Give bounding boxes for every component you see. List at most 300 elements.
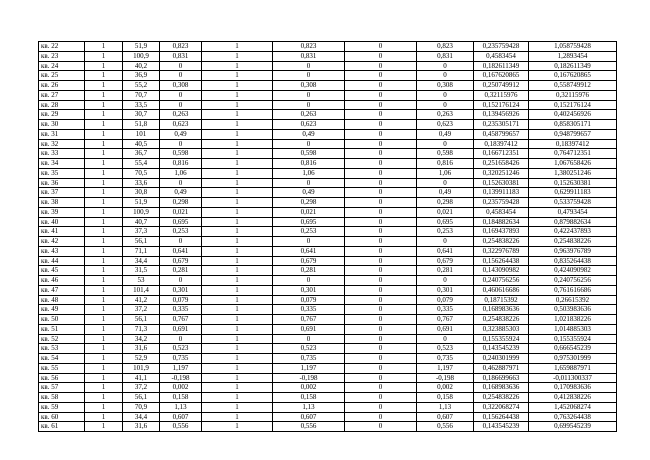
value-a-cell: 0 [160, 139, 202, 149]
area-cell: 31,5 [123, 266, 160, 276]
table-row [39, 393, 617, 403]
count-cell: 1 [85, 168, 123, 178]
value-a-cell: 0 [160, 100, 202, 110]
area-cell: 70,9 [123, 402, 160, 412]
table-row [39, 110, 617, 120]
value-c-cell: 0,253 [417, 227, 474, 237]
count-cell: 1 [85, 61, 123, 71]
zero-cell: 0 [345, 393, 417, 403]
count-cell: 1 [85, 100, 123, 110]
apartment-cell: кв. 27 [39, 90, 85, 100]
value-b-cell: 0 [273, 139, 345, 149]
apartment-cell: кв. 30 [39, 120, 85, 130]
value-a-cell: 0,298 [160, 198, 202, 208]
apartment-cell: кв. 46 [39, 276, 85, 286]
value-c-cell: 0,523 [417, 344, 474, 354]
value-b-cell: 0,556 [273, 422, 345, 432]
coef-cell: 1 [202, 363, 273, 373]
total-cell: 0,835264438 [529, 256, 617, 266]
value-b-cell: -0,198 [273, 373, 345, 383]
value-a-cell: 0,49 [160, 129, 202, 139]
zero-cell: 0 [345, 198, 417, 208]
value-c-cell: 0,695 [417, 217, 474, 227]
value-c-cell: 1,13 [417, 402, 474, 412]
share-cell: 0,4583454 [474, 207, 529, 217]
table-row [39, 51, 617, 61]
total-cell: 0,533759428 [529, 198, 617, 208]
count-cell: 1 [85, 285, 123, 295]
total-cell: 1,067658426 [529, 159, 617, 169]
value-c-cell: 0,079 [417, 295, 474, 305]
count-cell: 1 [85, 305, 123, 315]
zero-cell: 0 [345, 159, 417, 169]
total-cell: -0,011300337 [529, 373, 617, 383]
zero-cell: 0 [345, 139, 417, 149]
apartment-cell: кв. 26 [39, 81, 85, 91]
area-cell: 101 [123, 129, 160, 139]
total-cell: 0,666545239 [529, 344, 617, 354]
total-cell: 0,240756256 [529, 276, 617, 286]
share-cell: 0,4583454 [474, 51, 529, 61]
zero-cell: 0 [345, 412, 417, 422]
total-cell: 0,152630381 [529, 178, 617, 188]
zero-cell: 0 [345, 246, 417, 256]
coef-cell: 1 [202, 276, 273, 286]
total-cell: 0,422437893 [529, 227, 617, 237]
value-a-cell: 0,831 [160, 51, 202, 61]
value-c-cell: 0,335 [417, 305, 474, 315]
total-cell: 0,424090982 [529, 266, 617, 276]
total-cell: 0,963976789 [529, 246, 617, 256]
zero-cell: 0 [345, 363, 417, 373]
table-row [39, 188, 617, 198]
area-cell: 37,3 [123, 227, 160, 237]
value-a-cell: 0,079 [160, 295, 202, 305]
share-cell: 0,251658426 [474, 159, 529, 169]
total-cell: 0,4793454 [529, 207, 617, 217]
table-row [39, 81, 617, 91]
value-b-cell: 0,607 [273, 412, 345, 422]
total-cell: 1,014885303 [529, 324, 617, 334]
area-cell: 101,4 [123, 285, 160, 295]
value-a-cell: 0,598 [160, 149, 202, 159]
coef-cell: 1 [202, 315, 273, 325]
value-a-cell: 0 [160, 276, 202, 286]
table-row [39, 178, 617, 188]
value-c-cell: 0,002 [417, 383, 474, 393]
value-a-cell: 0,641 [160, 246, 202, 256]
value-c-cell: 0,598 [417, 149, 474, 159]
value-b-cell: 0,158 [273, 393, 345, 403]
area-cell: 70,5 [123, 168, 160, 178]
share-cell: 0,254838226 [474, 393, 529, 403]
count-cell: 1 [85, 256, 123, 266]
share-cell: 0,320251246 [474, 168, 529, 178]
apartment-cell: кв. 58 [39, 393, 85, 403]
table-row [39, 227, 617, 237]
total-cell: 0,155355924 [529, 334, 617, 344]
share-cell: 0,322068274 [474, 402, 529, 412]
value-c-cell: 0 [417, 100, 474, 110]
coef-cell: 1 [202, 178, 273, 188]
area-cell: 100,9 [123, 207, 160, 217]
value-b-cell: 0,49 [273, 129, 345, 139]
value-c-cell: 0 [417, 61, 474, 71]
count-cell: 1 [85, 246, 123, 256]
zero-cell: 0 [345, 110, 417, 120]
value-c-cell: 0,298 [417, 198, 474, 208]
count-cell: 1 [85, 110, 123, 120]
value-c-cell: 0,823 [417, 42, 474, 52]
coef-cell: 1 [202, 227, 273, 237]
area-cell: 71,1 [123, 246, 160, 256]
area-cell: 36,7 [123, 149, 160, 159]
table-row [39, 363, 617, 373]
value-a-cell: 0 [160, 334, 202, 344]
table-row [39, 246, 617, 256]
table-body [39, 42, 617, 432]
table-row [39, 315, 617, 325]
area-cell: 34,4 [123, 256, 160, 266]
coef-cell: 1 [202, 402, 273, 412]
value-c-cell: 0,767 [417, 315, 474, 325]
total-cell: 0,558749912 [529, 81, 617, 91]
value-b-cell: 0,301 [273, 285, 345, 295]
area-cell: 31,6 [123, 422, 160, 432]
count-cell: 1 [85, 159, 123, 169]
area-cell: 30,7 [123, 110, 160, 120]
total-cell: 1,452068274 [529, 402, 617, 412]
value-a-cell: 0,623 [160, 120, 202, 130]
value-c-cell: 0 [417, 237, 474, 247]
table-row [39, 217, 617, 227]
total-cell: 1,058759428 [529, 42, 617, 52]
area-cell: 36,9 [123, 71, 160, 81]
value-c-cell: 0 [417, 90, 474, 100]
zero-cell: 0 [345, 120, 417, 130]
apartment-cell: кв. 41 [39, 227, 85, 237]
value-c-cell: 0,158 [417, 393, 474, 403]
share-cell: 0,254838226 [474, 237, 529, 247]
table-row [39, 207, 617, 217]
value-b-cell: 0 [273, 90, 345, 100]
coef-cell: 1 [202, 237, 273, 247]
share-cell: 0,168983636 [474, 383, 529, 393]
area-cell: 34,2 [123, 334, 160, 344]
value-a-cell: 0,301 [160, 285, 202, 295]
table-row [39, 266, 617, 276]
share-cell: 0,169437893 [474, 227, 529, 237]
coef-cell: 1 [202, 324, 273, 334]
table-row [39, 120, 617, 130]
share-cell: 0,168983636 [474, 305, 529, 315]
table-row [39, 285, 617, 295]
apartment-cell: кв. 44 [39, 256, 85, 266]
count-cell: 1 [85, 207, 123, 217]
value-c-cell: 0,49 [417, 129, 474, 139]
total-cell: 0,858305171 [529, 120, 617, 130]
value-b-cell: 0 [273, 237, 345, 247]
table-row [39, 412, 617, 422]
area-cell: 31,6 [123, 344, 160, 354]
count-cell: 1 [85, 71, 123, 81]
share-cell: 0,18397412 [474, 139, 529, 149]
count-cell: 1 [85, 363, 123, 373]
coef-cell: 1 [202, 412, 273, 422]
coef-cell: 1 [202, 383, 273, 393]
count-cell: 1 [85, 276, 123, 286]
area-cell: 56,1 [123, 393, 160, 403]
value-a-cell: 0 [160, 90, 202, 100]
coef-cell: 1 [202, 373, 273, 383]
value-b-cell: 1,13 [273, 402, 345, 412]
share-cell: 0,143545239 [474, 422, 529, 432]
coef-cell: 1 [202, 344, 273, 354]
coef-cell: 1 [202, 305, 273, 315]
count-cell: 1 [85, 295, 123, 305]
value-b-cell: 0,679 [273, 256, 345, 266]
share-cell: 0,240756256 [474, 276, 529, 286]
zero-cell: 0 [345, 207, 417, 217]
count-cell: 1 [85, 412, 123, 422]
zero-cell: 0 [345, 266, 417, 276]
coef-cell: 1 [202, 217, 273, 227]
coef-cell: 1 [202, 71, 273, 81]
table-row [39, 402, 617, 412]
share-cell: 0,250749912 [474, 81, 529, 91]
zero-cell: 0 [345, 71, 417, 81]
table-row [39, 237, 617, 247]
coef-cell: 1 [202, 149, 273, 159]
table-row [39, 71, 617, 81]
share-cell: 0,139456926 [474, 110, 529, 120]
count-cell: 1 [85, 129, 123, 139]
total-cell: 0,167620865 [529, 71, 617, 81]
apartment-cell: кв. 49 [39, 305, 85, 315]
zero-cell: 0 [345, 383, 417, 393]
table-row [39, 168, 617, 178]
total-cell: 0,170983636 [529, 383, 617, 393]
coef-cell: 1 [202, 90, 273, 100]
share-cell: 0,460616686 [474, 285, 529, 295]
share-cell: 0,235759428 [474, 198, 529, 208]
share-cell: 0,458799657 [474, 129, 529, 139]
zero-cell: 0 [345, 285, 417, 295]
coef-cell: 1 [202, 61, 273, 71]
coef-cell: 1 [202, 100, 273, 110]
value-a-cell: 0,335 [160, 305, 202, 315]
value-c-cell: 0,816 [417, 159, 474, 169]
apartment-cell: кв. 61 [39, 422, 85, 432]
count-cell: 1 [85, 354, 123, 364]
value-b-cell: 0,523 [273, 344, 345, 354]
area-cell: 70,7 [123, 90, 160, 100]
area-cell: 51,9 [123, 42, 160, 52]
value-a-cell: 0,823 [160, 42, 202, 52]
coef-cell: 1 [202, 266, 273, 276]
share-cell: 0,323885303 [474, 324, 529, 334]
total-cell: 0,503983636 [529, 305, 617, 315]
coef-cell: 1 [202, 168, 273, 178]
zero-cell: 0 [345, 129, 417, 139]
total-cell: 0,152176124 [529, 100, 617, 110]
zero-cell: 0 [345, 344, 417, 354]
value-c-cell: 1,06 [417, 168, 474, 178]
area-cell: 51,9 [123, 198, 160, 208]
total-cell: 1,021838226 [529, 315, 617, 325]
apartment-cell: кв. 24 [39, 61, 85, 71]
coef-cell: 1 [202, 51, 273, 61]
total-cell: 0,879882634 [529, 217, 617, 227]
apartment-cell: кв. 28 [39, 100, 85, 110]
share-cell: 0,143545239 [474, 344, 529, 354]
value-b-cell: 0,598 [273, 149, 345, 159]
value-c-cell: 0,281 [417, 266, 474, 276]
table-row [39, 276, 617, 286]
total-cell: 0,254838226 [529, 237, 617, 247]
coef-cell: 1 [202, 110, 273, 120]
count-cell: 1 [85, 393, 123, 403]
apartment-cell: кв. 54 [39, 354, 85, 364]
value-a-cell: 0,679 [160, 256, 202, 266]
coef-cell: 1 [202, 246, 273, 256]
area-cell: 56,1 [123, 237, 160, 247]
apartment-cell: кв. 34 [39, 159, 85, 169]
area-cell: 55,2 [123, 81, 160, 91]
count-cell: 1 [85, 149, 123, 159]
value-a-cell: 0,607 [160, 412, 202, 422]
table-row [39, 334, 617, 344]
value-c-cell: 0,691 [417, 324, 474, 334]
area-cell: 71,3 [123, 324, 160, 334]
area-cell: 41,1 [123, 373, 160, 383]
value-b-cell: 0,641 [273, 246, 345, 256]
zero-cell: 0 [345, 51, 417, 61]
total-cell: 0,412838226 [529, 393, 617, 403]
total-cell: 0,32115976 [529, 90, 617, 100]
apartment-cell: кв. 52 [39, 334, 85, 344]
total-cell: 0,764712351 [529, 149, 617, 159]
coef-cell: 1 [202, 42, 273, 52]
share-cell: 0,182611349 [474, 61, 529, 71]
value-a-cell: 0,691 [160, 324, 202, 334]
total-cell: 0,761616686 [529, 285, 617, 295]
count-cell: 1 [85, 344, 123, 354]
value-a-cell: 0,767 [160, 315, 202, 325]
value-b-cell: 0,308 [273, 81, 345, 91]
total-cell: 0,948799657 [529, 129, 617, 139]
value-c-cell: 0,49 [417, 188, 474, 198]
table-row [39, 256, 617, 266]
zero-cell: 0 [345, 402, 417, 412]
share-cell: 0,235759428 [474, 42, 529, 52]
total-cell: 0,402456926 [529, 110, 617, 120]
total-cell: 1,380251246 [529, 168, 617, 178]
value-a-cell: 0,263 [160, 110, 202, 120]
share-cell: 0,240301999 [474, 354, 529, 364]
share-cell: 0,186699663 [474, 373, 529, 383]
value-c-cell: 0,641 [417, 246, 474, 256]
value-b-cell: 0 [273, 276, 345, 286]
value-b-cell: 0 [273, 334, 345, 344]
share-cell: 0,166712351 [474, 149, 529, 159]
value-b-cell: 0,253 [273, 227, 345, 237]
count-cell: 1 [85, 383, 123, 393]
share-cell: 0,143090982 [474, 266, 529, 276]
area-cell: 34,4 [123, 412, 160, 422]
value-b-cell: 0,831 [273, 51, 345, 61]
zero-cell: 0 [345, 354, 417, 364]
apartment-cell: кв. 51 [39, 324, 85, 334]
value-b-cell: 0,021 [273, 207, 345, 217]
table-row [39, 324, 617, 334]
table-row [39, 42, 617, 52]
count-cell: 1 [85, 266, 123, 276]
value-c-cell: 0,301 [417, 285, 474, 295]
value-a-cell: 0,556 [160, 422, 202, 432]
area-cell: 101,9 [123, 363, 160, 373]
value-b-cell: 0,735 [273, 354, 345, 364]
value-a-cell: 0,158 [160, 393, 202, 403]
apartment-data-table [38, 41, 617, 432]
value-b-cell: 0,623 [273, 120, 345, 130]
apartment-cell: кв. 36 [39, 178, 85, 188]
count-cell: 1 [85, 42, 123, 52]
value-c-cell: 0,623 [417, 120, 474, 130]
apartment-cell: кв. 43 [39, 246, 85, 256]
zero-cell: 0 [345, 217, 417, 227]
apartment-cell: кв. 22 [39, 42, 85, 52]
value-c-cell: 0,679 [417, 256, 474, 266]
value-c-cell: -0,198 [417, 373, 474, 383]
value-c-cell: 0,308 [417, 81, 474, 91]
value-c-cell: 0,607 [417, 412, 474, 422]
value-b-cell: 1,06 [273, 168, 345, 178]
share-cell: 0,184882634 [474, 217, 529, 227]
area-cell: 100,9 [123, 51, 160, 61]
area-cell: 37,2 [123, 383, 160, 393]
table-row [39, 305, 617, 315]
zero-cell: 0 [345, 305, 417, 315]
apartment-cell: кв. 53 [39, 344, 85, 354]
coef-cell: 1 [202, 139, 273, 149]
area-cell: 53 [123, 276, 160, 286]
count-cell: 1 [85, 402, 123, 412]
value-a-cell: 0 [160, 71, 202, 81]
area-cell: 33,6 [123, 178, 160, 188]
zero-cell: 0 [345, 42, 417, 52]
value-b-cell: 0,281 [273, 266, 345, 276]
value-a-cell: 0,816 [160, 159, 202, 169]
coef-cell: 1 [202, 295, 273, 305]
value-b-cell: 0,335 [273, 305, 345, 315]
apartment-cell: кв. 31 [39, 129, 85, 139]
total-cell: 1,659887971 [529, 363, 617, 373]
table-row [39, 198, 617, 208]
coef-cell: 1 [202, 285, 273, 295]
table-row [39, 373, 617, 383]
table-row [39, 295, 617, 305]
value-a-cell: -0,198 [160, 373, 202, 383]
share-cell: 0,152176124 [474, 100, 529, 110]
count-cell: 1 [85, 315, 123, 325]
zero-cell: 0 [345, 256, 417, 266]
value-c-cell: 1,197 [417, 363, 474, 373]
area-cell: 40,5 [123, 139, 160, 149]
area-cell: 33,5 [123, 100, 160, 110]
value-c-cell: 0,556 [417, 422, 474, 432]
value-c-cell: 0,021 [417, 207, 474, 217]
